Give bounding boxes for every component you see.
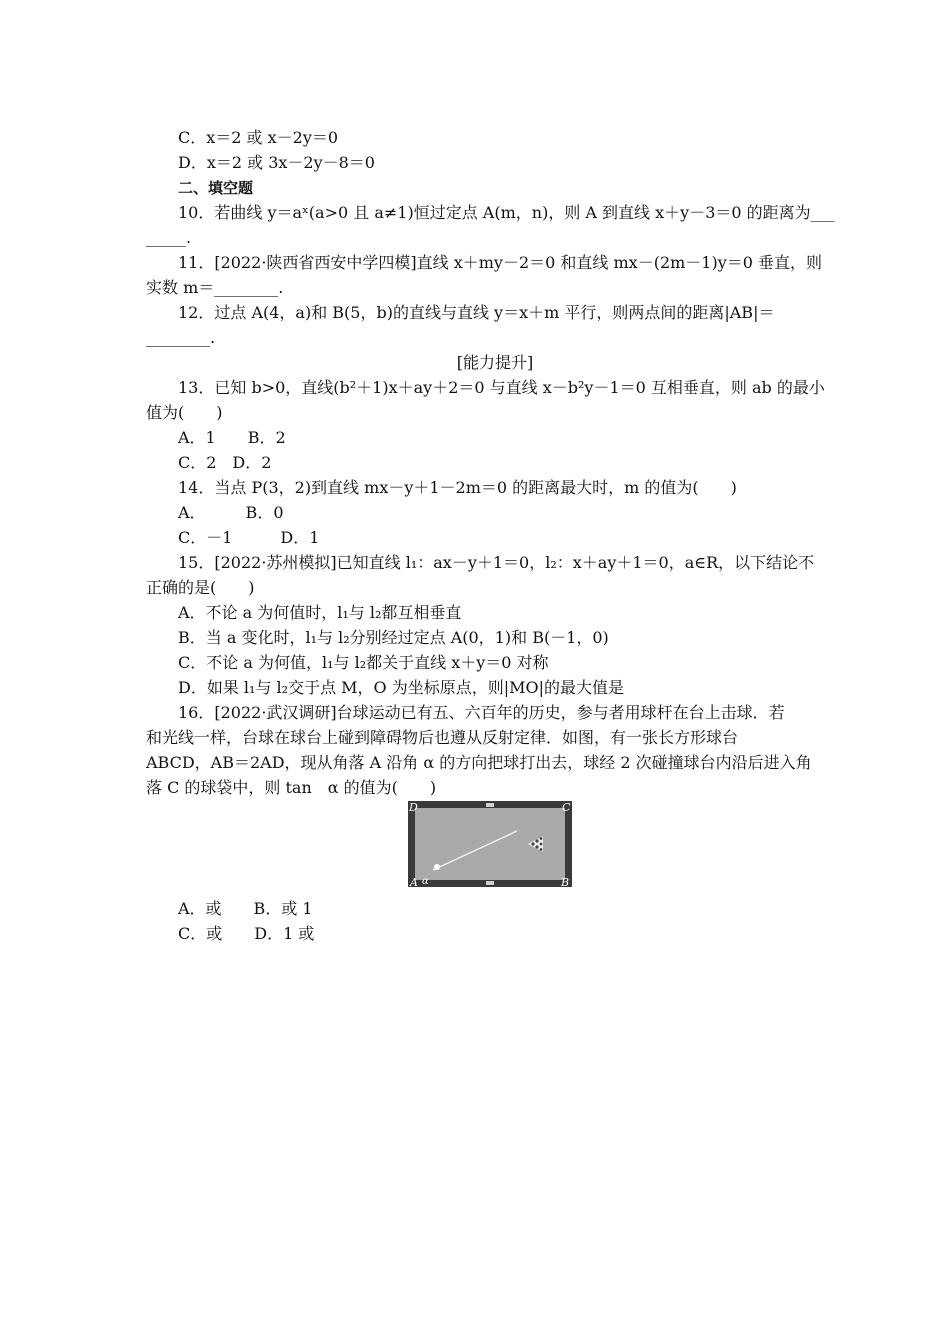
option-d-q9: D．x＝2 或 3x－2y－8＝0 — [178, 153, 375, 172]
corner-label-a: A — [410, 876, 418, 888]
racked-ball — [540, 837, 543, 840]
question-15: 15．[2022·苏州模拟]已知直线 l₁：ax－y＋1＝0，l₂：x＋ay＋1＝0，a∈R，以下结论不 — [178, 553, 815, 572]
corner-label-c: C — [562, 801, 571, 814]
option-d-q15: D．如果 l₁与 l₂交于点 M，O 为坐标原点，则|MO|的最大值是 — [178, 678, 625, 697]
question-14: 14．当点 P(3，2)到直线 mx－y＋1－2m＝0 的距离最大时，m 的值为( ) — [178, 478, 737, 497]
middle-pocket-bottom — [486, 881, 494, 885]
racked-ball — [540, 843, 543, 846]
corner-label-d: D — [409, 801, 418, 814]
corner-label-b: B — [561, 876, 570, 888]
question-12: 12．过点 A(4，a)和 B(5，b)的直线与直线 y＝x＋m 平行，则两点间的距离|AB|＝ — [178, 303, 775, 322]
option-b-q15: B．当 a 变化时，l₁与 l₂分别经过定点 A(0，1)和 B(－1，0) — [178, 628, 609, 647]
question-15-cont: 正确的是( ) — [146, 578, 255, 597]
racked-ball — [540, 848, 543, 851]
question-16-cont-1: 和光线一样，台球在球台上碰到障碍物后也遵从反射定律．如图，有一张长方形球台 — [146, 728, 739, 747]
angle-label-alpha: α — [422, 876, 429, 887]
options-cd-q13: C．2 D．2 — [178, 453, 272, 472]
question-12-cont: ________. — [146, 328, 216, 347]
option-c-q9: C．x＝2 或 x－2y＝0 — [178, 128, 339, 147]
racked-ball — [531, 842, 534, 845]
question-13: 13．已知 b>0，直线(b²＋1)x＋ay＋2＝0 与直线 x－b²y－1＝0 互相垂直，则 ab 的最小 — [178, 378, 825, 397]
question-11: 11．[2022·陕西省西安中学四模]直线 x＋my－2＝0 和直线 mx－(2m－1)y＝0 垂直，则 — [178, 253, 823, 272]
option-c-q15: C．不论 a 为何值，l₁与 l₂都关于直线 x＋y＝0 对称 — [178, 653, 549, 672]
cue-ball — [434, 864, 440, 870]
options-cd-q16: C．或 D．1 或 — [178, 924, 315, 943]
question-10: 10．若曲线 y＝aˣ(a>0 且 a≠1)恒过定点 A(m，n)，则 A 到直线 x＋y－3＝0 的距离为___ — [178, 203, 835, 222]
question-10-cont: _____. — [146, 228, 192, 247]
racked-ball — [535, 845, 538, 848]
racked-ball — [535, 839, 538, 842]
options-ab-q16: A．或 B．或 1 — [178, 899, 313, 918]
billiard-table-figure — [407, 800, 573, 888]
question-16-cont-3: 落 C 的球袋中，则 tan α 的值为( ) — [146, 778, 437, 797]
question-13-cont: 值为( ) — [146, 403, 223, 422]
middle-pocket-top — [486, 803, 494, 807]
option-a-q15: A．不论 a 为何值时，l₁与 l₂都互相垂直 — [178, 603, 462, 622]
section-heading-advanced: [能力提升] — [456, 353, 534, 372]
question-11-cont: 实数 m＝________. — [146, 278, 284, 297]
section-heading-fill-in: 二、填空题 — [178, 179, 254, 197]
options-ab-q13: A．1 B．2 — [178, 428, 286, 447]
question-16-cont-2: ABCD，AB＝2AD，现从角落 A 沿角 α 的方向把球打出去，球经 2 次碰撞球台内沿后进入角 — [146, 753, 812, 772]
options-ab-q14: A． B．0 — [178, 503, 284, 522]
question-16: 16．[2022·武汉调研]台球运动已有五、六百年的历史，参与者用球杆在台上击球．若 — [178, 703, 785, 722]
options-cd-q14: C．－1 D．1 — [178, 528, 320, 547]
